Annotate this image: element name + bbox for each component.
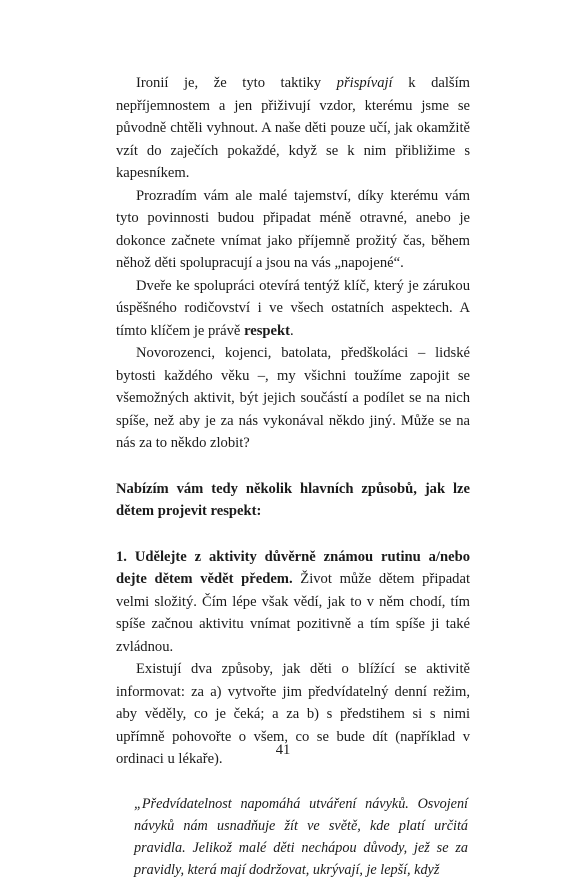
page-number: 41 xyxy=(275,742,291,758)
paragraph-3-text-c: . xyxy=(290,322,294,339)
block-quote: „Předvídatelnost napomáhá utváření návyků. Osvojení návyků nám usnadňuje žít ve světě, kde platí určitá pravidla. Jelikož malé děti nechápou důvody, jež se za pravidly, která mají dodržovat, ukrývají, je lepší, když xyxy=(134,795,468,878)
paragraph-3 xyxy=(116,275,470,343)
paragraph-6: Existují dva způsoby, jak děti o blížící se aktivitě informovat: za a) vytvořte jim předvídatelný denní režim, aby věděly, co je čeká; a za b) s předstihem si s nimi upřímně pohovořte o všem, co se bude dít (například v ordinaci u lékaře). xyxy=(116,661,470,767)
paragraph-1-emphasis: přispívají xyxy=(336,75,393,91)
paragraph-2: Prozradím vám ale malé tajemství, díky kterému vám tyto povinnosti budou připadat méně otravné, anebo je dokonce začnete vnímat jako příjemně prožitý čas, během něhož děti spolupracují a jsou na vás „napojené“. xyxy=(116,187,470,271)
paragraph-5-text: Život může dětem připadat velmi složitý. Čím lépe však vědí, jak to v něm chodí, tím spíše začnou aktivitu vnímat pozitivně a tím spíše ji také zvládnou. xyxy=(116,571,470,655)
paragraph-3-bold-keyword: respekt xyxy=(244,322,291,339)
paragraph-5 xyxy=(116,546,470,659)
paragraph-4: Novorozenci, kojenci, batolata, předškoláci – lidské bytosti každého věku –, my všichni toužíme zapojit se všemožných aktivit, být jejich součástí a podílet se na nich spíše, než aby je za nás vykonával někdo jiný. Může se na nás za to někdo zlobit? xyxy=(116,345,470,451)
paragraph-1-text-c: k dalším nepříjemnostem a jen přiživují vzdor, kterému jsme se původně chtěli vyhnout. A naše děti pouze učí, jak okamžitě vzít do zaječích pokaždé, když se k nim přibližime s kapesníkem. xyxy=(116,75,470,181)
paragraph-3-text-a: Dveře ke spolupráci otevírá tentýž klíč, který je zárukou úspěšného rodičovství i ve všech ostatních aspektech. A tímto klíčem je právě xyxy=(116,277,470,339)
section-heading: Nabízím vám tedy několik hlavních způsobů, jak lze dětem projevit respekt: xyxy=(116,480,470,519)
paragraph-1-text-a: Ironií je, že tyto taktiky xyxy=(136,75,337,91)
paragraph-5-bold-lead: 1. Udělejte z aktivity důvěrně známou rutinu a/nebo dejte dětem vědět předem. xyxy=(116,548,470,587)
paragraph-1 xyxy=(116,72,470,185)
page-body xyxy=(116,72,470,881)
